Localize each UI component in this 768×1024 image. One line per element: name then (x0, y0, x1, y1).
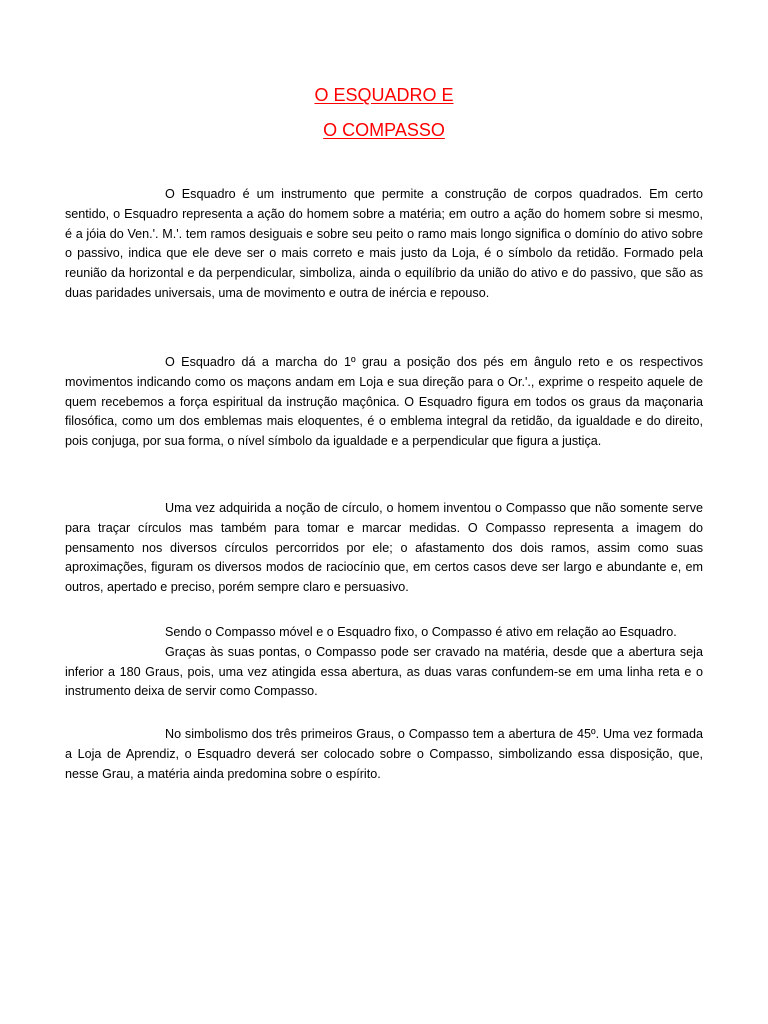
paragraph-simbolismo-graus (65, 725, 703, 784)
document-title-line-1: O ESQUADRO E (314, 85, 454, 105)
paragraph-compasso-circulo (65, 499, 703, 598)
paragraph-text: Uma vez adquirida a noção de círculo, o homem inventou o Compasso que não somente serve para traçar círculos mas também para tomar e marcar medidas. O Compasso representa a imagem do pensamento nos diversos círculos percorridos por ele; o afastamento dos dois ramos, assim como suas aproximações, figuram os diversos modos de raciocínio que, em certos casos deve ser largo e abundante e, em outros, apertado e preciso, porém sempre claro e persuasivo. (65, 501, 703, 595)
paragraph-text: Sendo o Compasso móvel e o Esquadro fixo, o Compasso é ativo em relação ao Esquadro. (165, 625, 677, 639)
paragraph-compasso-movel (65, 623, 703, 702)
paragraph-esquadro-definicao (65, 185, 703, 304)
paragraph-text: O Esquadro é um instrumento que permite a construção de corpos quadrados. Em certo sentido, o Esquadro representa a ação do homem sobre a matéria; em outro a ação do homem sobre si mesmo, é a jóia do Ven.'. M.'. tem ramos desiguais e sobre seu peito o ramo mais longo significa o domínio do ativo sobre o passivo, indica que ele deve ser o mais correto e mais justo da Loja, é o símbolo da retidão. Formado pela reunião da horizontal e da perpendicular, simboliza, ainda o equilíbrio da união do ativo e do passivo, que são as duas paridades universais, uma de movimento e outra de inércia e repouso. (65, 187, 703, 300)
document-title-line-2: O COMPASSO (323, 120, 445, 140)
paragraph-text: Graças às suas pontas, o Compasso pode ser cravado na matéria, desde que a abertura seja inferior a 180 Graus, pois, uma vez atingida essa abertura, as duas varas confundem-se em uma linha reta e o instrumento deixa de servir como Compasso. (65, 644, 703, 699)
paragraph-text: O Esquadro dá a marcha do 1º grau a posição dos pés em ângulo reto e os respectivos movimentos indicando como os maçons andam em Loja e sua direção para o Or.'., exprime o respeito aquele de quem recebemos a força espiritual da instrução maçônica. O Esquadro figura em todos os graus da maçonaria filosófica, como um dos emblemas mais eloquentes, é o emblema integral da retidão, da igualdade e do direito, pois conjuga, por sua forma, o nível símbolo da igualdade e a perpendicular que figura a justiça. (65, 355, 703, 449)
paragraph-text: No simbolismo dos três primeiros Graus, o Compasso tem a abertura de 45º. Uma vez formada a Loja de Aprendiz, o Esquadro deverá ser colocado sobre o Compasso, simbolizando essa disposição, que, nesse Grau, a matéria ainda predomina sobre o espírito. (65, 727, 703, 781)
paragraph-esquadro-marcha (65, 353, 703, 452)
